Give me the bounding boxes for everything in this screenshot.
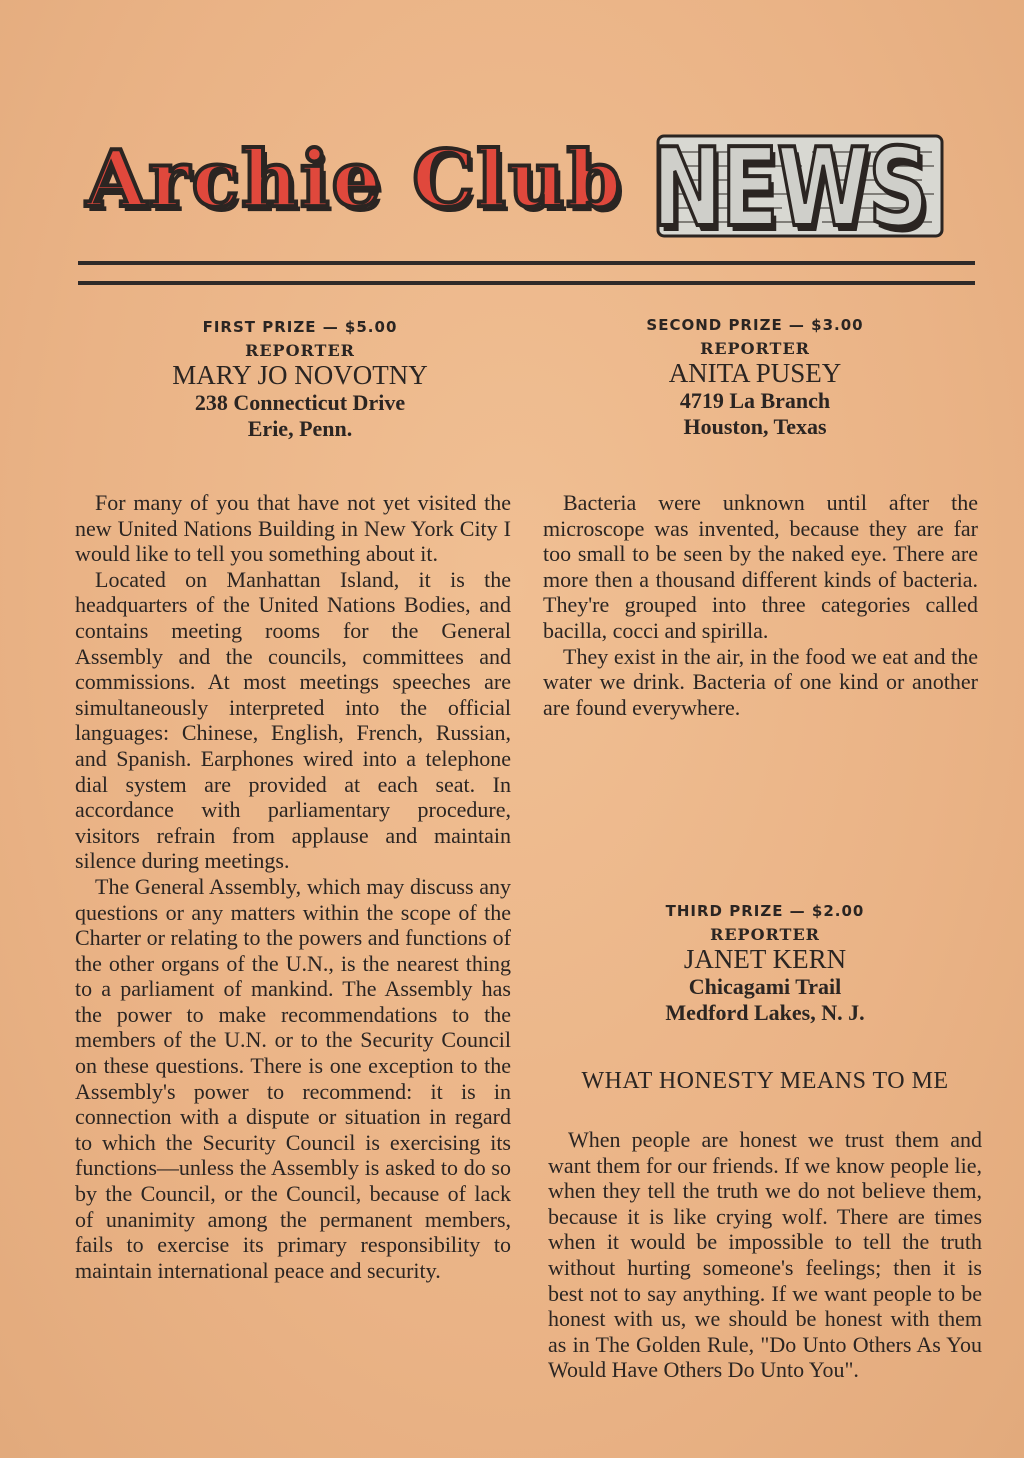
third-prize-city: Medford Lakes, N. J. xyxy=(665,1000,865,1025)
third-prize-block xyxy=(560,902,970,1026)
article-paragraph: Located on Manhattan Island, it is the headquarters of the United Nations Bodies, and contains meeting rooms for the General Assembly and the councils, committees and commissions. At most meetings speeches are simultaneously interpreted into the official languages: Chinese, English, French, Russian, and Spanish. Earphones wired into a telephone dial system are provided at each seat. In accordance with parliamentary procedure, visitors refrain from applause and maintain silence during meetings. xyxy=(75,566,511,874)
third-prize-street: Chicagami Trail xyxy=(688,974,842,999)
second-prize-reporter-label: REPORTER xyxy=(700,339,810,358)
masthead xyxy=(80,122,960,257)
second-prize-street: 4719 La Branch xyxy=(679,388,831,413)
masthead-rule-bottom xyxy=(78,281,975,285)
masthead-news-logo xyxy=(652,122,952,251)
second-prize-reporter-name: ANITA PUSEY xyxy=(668,358,842,388)
first-prize-city: Erie, Penn. xyxy=(247,416,353,441)
second-prize-amount: SECOND PRIZE — $3.00 xyxy=(646,316,864,334)
first-prize-reporter-name: MARY JO NOVOTNY xyxy=(172,360,428,390)
article-paragraph: The General Assembly, which may discuss any questions or any matters within the scope of the Charter or relating to the powers and functions of the other organs of the U.N., is the nearest thing to a parliament of mankind. The Assembly has the power to make recommendations to the members of the U.N. or to the Security Council on these questions. There is one exception to the Assembly's power to recommend: it is in connection with a dispute or situation in regard to which the Security Council is exercising its functions—unless the Assembly is asked to do so by the Council, or the Council, because of lack of unanimity among the permanent members, fails to exercise its primary responsibility to maintain international peace and security. xyxy=(75,873,511,1283)
article-paragraph: For many of you that have not yet visited the new United Nations Building in New York City I would like to tell you something about it. xyxy=(75,490,511,567)
first-prize-amount: FIRST PRIZE — $5.00 xyxy=(202,318,398,336)
article-bacteria xyxy=(543,490,978,720)
first-prize-street: 238 Connecticut Drive xyxy=(194,390,406,415)
article-paragraph: They exist in the air, in the food we eat and the water we drink. Bacteria of one kind or another are found everywhere. xyxy=(543,643,978,720)
third-prize-reporter-label: REPORTER xyxy=(710,925,820,944)
second-prize-block xyxy=(545,316,965,440)
honesty-heading: WHAT HONESTY MEANS TO ME xyxy=(581,1068,949,1094)
third-prize-amount: THIRD PRIZE — $2.00 xyxy=(665,902,865,920)
article-paragraph: When people are honest we trust them and want them for our friends. If we know people lie, when they tell the truth we do not believe them, because it is like crying wolf. There are times when it would be impossible to tell the truth without hurting someone's feelings; then it is best not to say anything. If we want people to be honest with us, we should be honest with them as in The Golden Rule, "Do Unto Others As You Would Have Others Do Unto You". xyxy=(548,1127,982,1383)
second-prize-city: Houston, Texas xyxy=(683,414,827,439)
first-prize-block xyxy=(90,318,510,442)
third-prize-reporter-name: JANET KERN xyxy=(683,944,847,974)
first-prize-reporter-label: REPORTER xyxy=(245,341,355,360)
masthead-rule-top xyxy=(78,261,975,265)
article-paragraph: Bacteria were unknown until after the microscope was invented, because they are far too small to be seen by the naked eye. There are more then a thousand different kinds of bacteria. They're grouped into three categories called bacilla, cocci and spirilla. xyxy=(543,490,978,643)
masthead-title: Archie Club xyxy=(86,134,624,225)
article-honesty xyxy=(548,1127,982,1383)
article-united-nations xyxy=(75,490,511,1283)
masthead-news-word: NEWS xyxy=(652,126,928,251)
